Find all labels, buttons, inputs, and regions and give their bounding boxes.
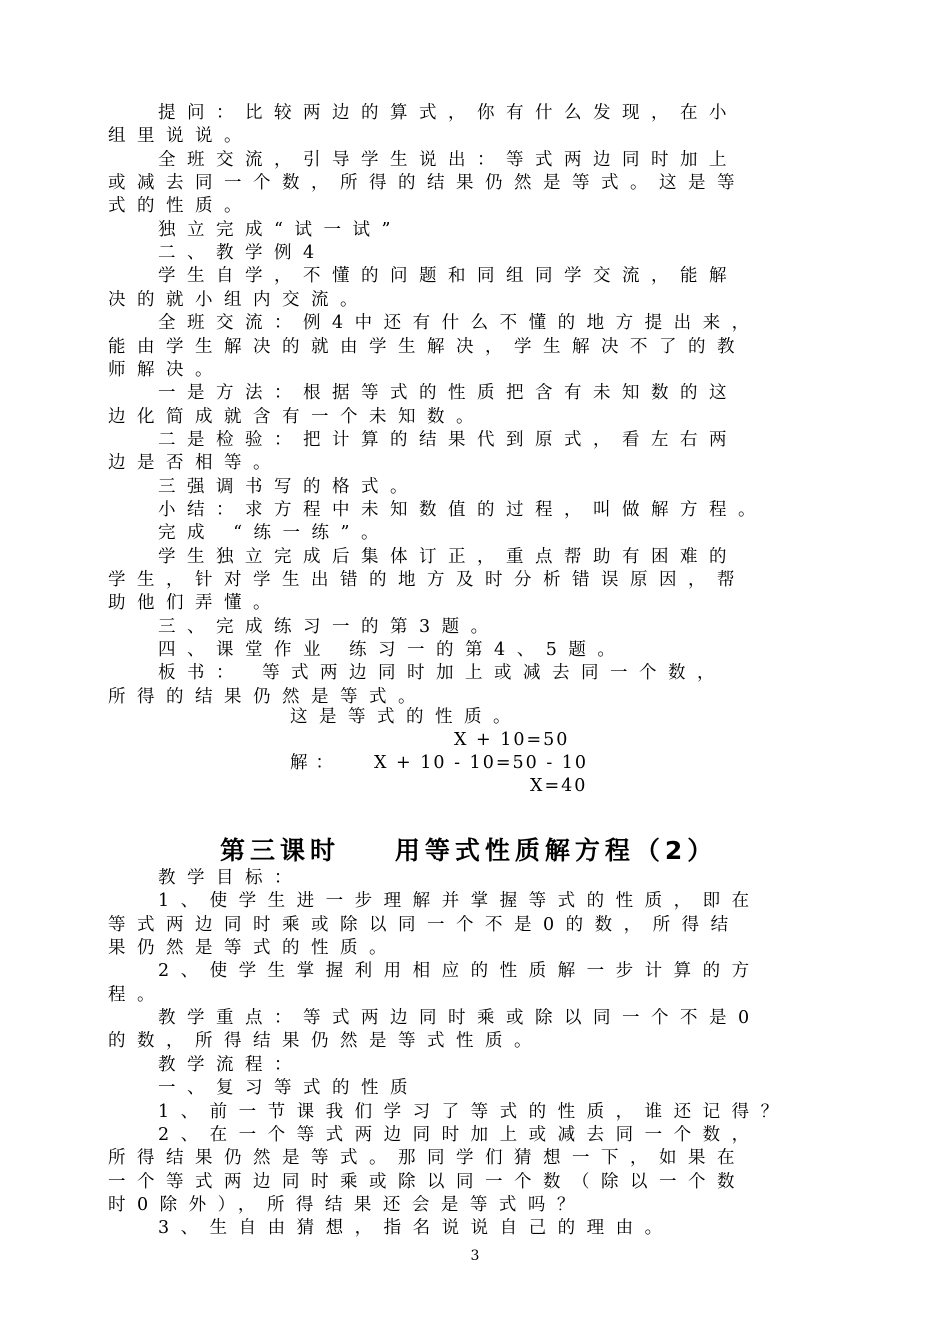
- text-line: 所得的结果仍然是等式。: [108, 686, 427, 707]
- text-line: 师解决。: [108, 359, 224, 380]
- text-line: 小结：求方程中未知数值的过程，叫做解方程。: [158, 499, 767, 520]
- page-number: 3: [470, 1248, 480, 1264]
- text-line: 一是方法：根据等式的性质把含有未知数的这: [158, 383, 738, 404]
- text-line: 全班交流，引导学生说出：等式两边同时加上: [158, 149, 738, 170]
- text-line: 教学流程：: [158, 1054, 303, 1075]
- text-line: 式的性质。: [108, 196, 253, 217]
- text-line: 独立完成“试一试”: [158, 219, 402, 240]
- board-solve-label: 解：: [290, 753, 341, 773]
- text-line: 3、生自由猜想，指名说说自己的理由。: [158, 1218, 674, 1239]
- text-line: 三、完成练习一的第3题。: [158, 616, 500, 637]
- text-line: 组里说说。: [108, 126, 253, 147]
- text-line: 教学目标：: [158, 868, 303, 888]
- text-line: 1、前一节课我们学习了等式的性质，谁还记得？: [158, 1101, 790, 1122]
- board-line-property: 这是等式的性质。: [290, 707, 522, 727]
- text-line: 全班交流：例4中还有什么不懂的地方提出来，: [158, 313, 761, 334]
- text-line: 边是否相等。: [108, 453, 282, 474]
- text-line: 边化简成就含有一个未知数。: [108, 406, 485, 427]
- text-line: 一、复习等式的性质: [158, 1078, 419, 1099]
- text-line: 所得结果仍然是等式。那同学们猜想一下，如果在: [108, 1148, 746, 1169]
- text-line: 时0除外），所得结果还会是等式吗？: [108, 1194, 586, 1215]
- text-line: 学生自学，不懂的问题和同组同学交流，能解: [158, 266, 738, 287]
- text-line: 等式两边同时乘或除以同一个不是0的数，所得结: [108, 914, 740, 935]
- text-line: 的数，所得结果仍然是等式性质。: [108, 1031, 543, 1052]
- text-line: 或减去同一个数，所得的结果仍然是等式。这是等: [108, 173, 746, 194]
- section-title: 第三课时 用等式性质解方程（2）: [220, 836, 718, 865]
- text-line: 2、在一个等式两边同时加上或减去同一个数，: [158, 1124, 761, 1145]
- text-line: 2、使学生掌握利用相应的性质解一步计算的方: [158, 961, 761, 982]
- text-line: 学生，针对学生出错的地方及时分析错误原因，帮: [108, 570, 746, 590]
- text-line: 板书： 等式两边同时加上或减去同一个数，: [158, 663, 727, 684]
- text-line: 四、课堂作业 练习一的第4、5题。: [158, 640, 627, 661]
- text-line: 二是检验：把计算的结果代到原式，看左右两: [158, 429, 738, 450]
- text-line: 1、使学生进一步理解并掌握等式的性质，即在: [158, 891, 761, 912]
- text-line: 学生独立完成后集体订正，重点帮助有困难的: [158, 546, 738, 567]
- board-equation-1: X + 10=50: [454, 730, 570, 750]
- board-equation-2: X + 10 - 10=50 - 10: [374, 753, 589, 773]
- board-equation-3: X=40: [530, 776, 588, 796]
- text-line: 提问：比较两边的算式，你有什么发现，在小: [158, 103, 738, 123]
- text-line: 三强调书写的格式。: [158, 476, 419, 497]
- text-line: 二、教学例4: [158, 243, 326, 264]
- text-line: 一个等式两边同时乘或除以同一个数（除以一个数: [108, 1171, 746, 1192]
- text-line: 果仍然是等式的性质。: [108, 938, 398, 959]
- text-line: 助他们弄懂。: [108, 593, 282, 614]
- text-line: 完成 “练一练”。: [158, 523, 390, 544]
- text-line: 程。: [108, 984, 166, 1005]
- text-line: 能由学生解决的就由学生解决，学生解决不了的教: [108, 336, 746, 357]
- text-line: 教学重点：等式两边同时乘或除以同一个不是0: [158, 1008, 761, 1029]
- text-line: 决的就小组内交流。: [108, 289, 369, 310]
